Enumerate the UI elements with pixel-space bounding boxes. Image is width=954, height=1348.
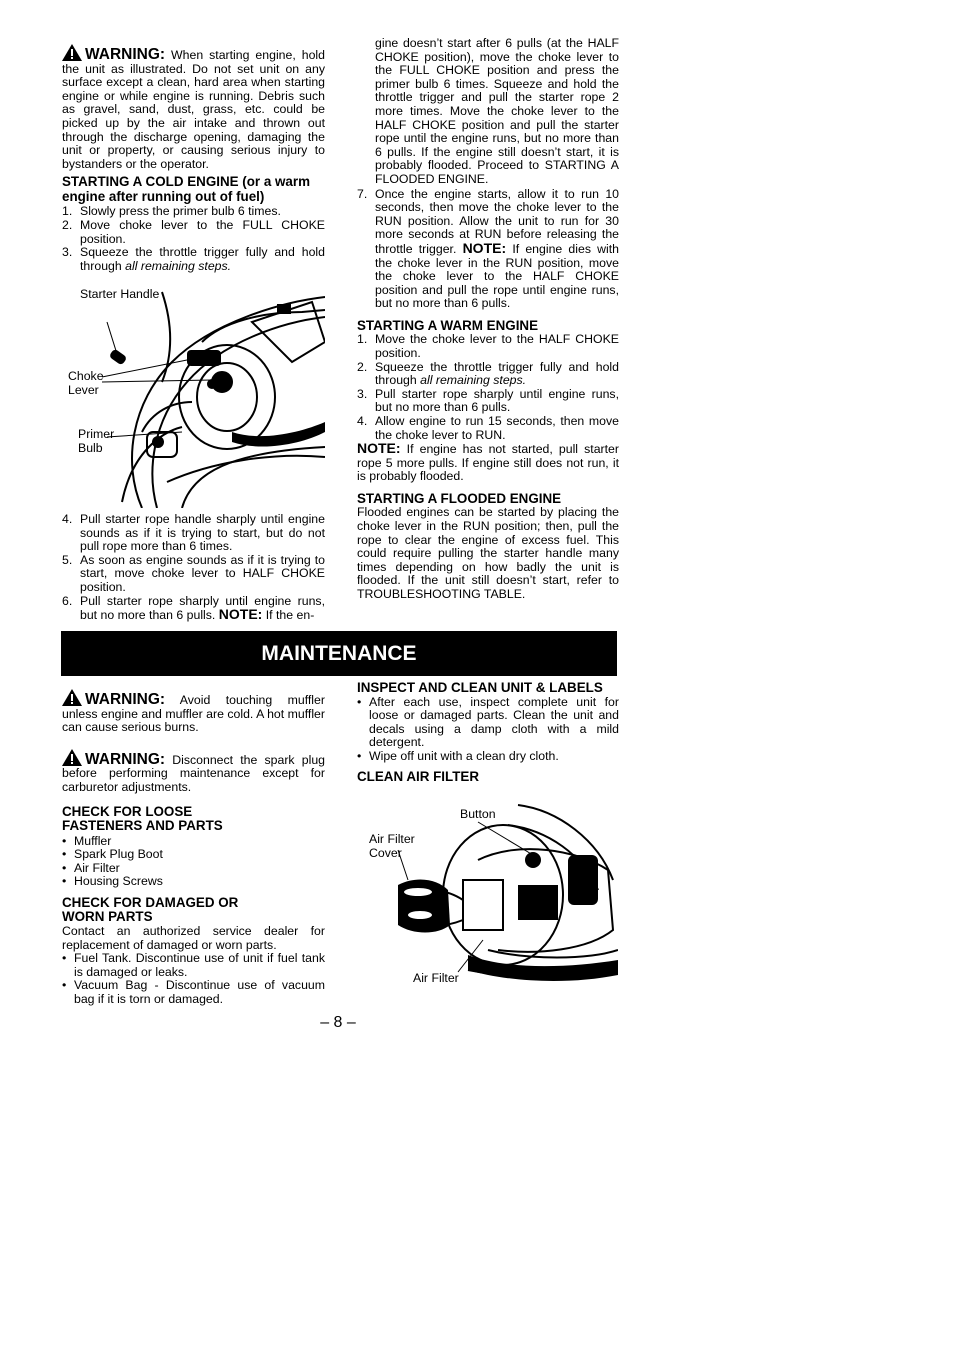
warm-engine-heading: STARTING A WARM ENGINE	[357, 317, 539, 333]
left-top-column-cont	[62, 513, 325, 623]
loose-fasteners-heading: CHECK FOR LOOSE FASTENERS AND PARTS	[62, 803, 223, 834]
left-top-column	[62, 44, 325, 273]
warm-engine-note: NOTE: If engine has not started, pull starter rope 5 more pulls. If engine still does not run, it is probably flooded.	[357, 440, 619, 484]
right-top-column	[357, 37, 619, 602]
right-bottom-column	[357, 681, 619, 785]
air-filter-figure	[368, 800, 618, 992]
damaged-parts-text: Contact an authorized service dealer for replacement of damaged or worn parts.	[62, 923, 325, 952]
air-filter-cover-callout: Air Filter Cover	[369, 832, 415, 860]
warning-triangle-icon	[62, 749, 82, 766]
page-number: – 8 –	[320, 1014, 356, 1031]
list-item: • Wipe off unit with a clean dry cloth.	[357, 748, 559, 763]
damaged-parts-heading: CHECK FOR DAMAGED OR WORN PARTS	[62, 894, 239, 925]
list-item: 2. Move choke lever to the FULL CHOKE position.	[62, 217, 325, 246]
list-item: • Air Filter	[62, 860, 120, 875]
cold-engine-heading: STARTING A COLD ENGINE (or a warm engine after running out of fuel)	[62, 174, 310, 204]
cold-engine-steps-cont	[62, 513, 325, 623]
warning-starting	[62, 44, 325, 171]
list-item: 3. Pull starter rope sharply until engine runs, but no more than 6 pulls.	[357, 386, 619, 415]
air-filter-callout: Air Filter	[413, 971, 459, 985]
warning-text: When starting engine, hold the unit as illustrated. Do not set unit on any surface except a clean, hard area when starting engine or while engine is running. Debris such as gravel, sand, dust, grass, etc. could be picked up by the air intake and thrown out through the discharge opening, damaging the unit or property, or causing serious injury to bystanders or the operator.	[62, 48, 325, 171]
left-bottom-column	[62, 689, 325, 1007]
loose-fasteners-list	[62, 835, 325, 889]
cold-engine-steps	[62, 205, 325, 273]
clean-air-filter-heading: CLEAN AIR FILTER	[357, 769, 479, 785]
list-item: 2. Squeeze the throttle trigger fully and hold through all remaining steps.	[357, 359, 619, 388]
list-item: • Muffler	[62, 833, 112, 848]
flooded-engine-heading: STARTING A FLOODED ENGINE	[357, 490, 562, 506]
list-item: • Spark Plug Boot	[62, 847, 163, 862]
inspect-clean-list	[357, 696, 619, 764]
list-item: 4. Pull starter rope handle sharply until engine sounds as if it is trying to start, but do not pull rope more than 6 times.	[62, 512, 325, 554]
list-item: 1. Move the choke lever to the HALF CHOKE position.	[357, 332, 619, 360]
warning-spark-plug: WARNING: Disconnect the spark plug before performing maintenance except for carburetor adjustments.	[62, 750, 325, 794]
maintenance-banner: MAINTENANCE	[61, 631, 617, 676]
list-item: 6. Pull starter rope sharply until engine runs, but no more than 6 pulls. NOTE: If the en-	[62, 593, 325, 623]
step-seven	[357, 188, 619, 311]
warning-label: WARNING:	[85, 46, 166, 63]
warning-triangle-icon	[62, 44, 82, 61]
flooded-engine-text: Flooded engines can be started by placing the choke lever in the RUN position; then, pull the rope to clear the engine of excess fuel. This could require pulling the starter handle many times depending on how badly the unit is flooded. If the unit still doesn’t start, refer to TROUBLESHOOTING TABLE.	[357, 505, 619, 601]
list-item: • After each use, inspect complete unit for loose or damaged parts. Clean the unit and decals using a damp cloth with a mild detergent.	[357, 694, 619, 750]
continued-text: gine doesn’t start after 6 pulls (at the HALF CHOKE position), move the choke lever to the FULL CHOKE position and press the primer bulb 6 times. Squeeze and hold the throttle trigger and pull the starter rope 2 more times. Move the choke lever to the HALF CHOKE position and pull the starter rope until the engine runs, but no more than 6 pulls. If the engine still doesn’t start, it is probably flooded. Proceed to STARTING A FLOODED ENGINE.	[375, 36, 619, 186]
warm-engine-steps	[357, 333, 619, 442]
button-callout: Button	[460, 807, 496, 821]
warning-muffler: WARNING: Avoid touching muffler unless engine and muffler are cold. A hot muffler can cause serious burns.	[62, 691, 325, 735]
list-item: • Housing Screws	[62, 874, 163, 889]
primer-bulb-callout: Primer Bulb	[78, 427, 115, 455]
inspect-clean-heading: INSPECT AND CLEAN UNIT & LABELS	[357, 680, 603, 695]
list-item: 5. As soon as engine sounds as if it is trying to start, move choke lever to HALF CHOKE position.	[62, 552, 325, 594]
starter-handle-callout: Starter Handle	[80, 287, 160, 301]
air-filter-illustration	[368, 800, 618, 992]
choke-lever-callout: Choke Lever	[68, 369, 104, 397]
list-item: • Fuel Tank. Discontinue use of unit if fuel tank is damaged or leaks.	[62, 951, 325, 979]
damaged-parts-list	[62, 952, 325, 1006]
starting-figure	[62, 282, 325, 508]
list-item: 1. Slowly press the primer bulb 6 times.	[62, 204, 281, 219]
list-item: 4. Allow engine to run 15 seconds, then move the choke lever to RUN.	[357, 413, 619, 442]
list-item: 3. Squeeze the throttle trigger fully and hold through all remaining steps.	[62, 245, 325, 273]
list-item: • Vacuum Bag - Discontinue use of vacuum bag if it is torn or damaged.	[62, 978, 325, 1006]
warning-triangle-icon	[62, 689, 82, 706]
list-item: 7. Once the engine starts, allow it to run 10 seconds, then move the choke lever to the RUN position. Allow the unit to run for 30 more seconds at RUN before releasing the throttle trigger. NOTE: If engine dies with the choke lever in the RUN position, move the choke lever to the HALF CHOKE position and pull the rope until engine runs, but no more than 6 pulls.	[357, 186, 620, 311]
